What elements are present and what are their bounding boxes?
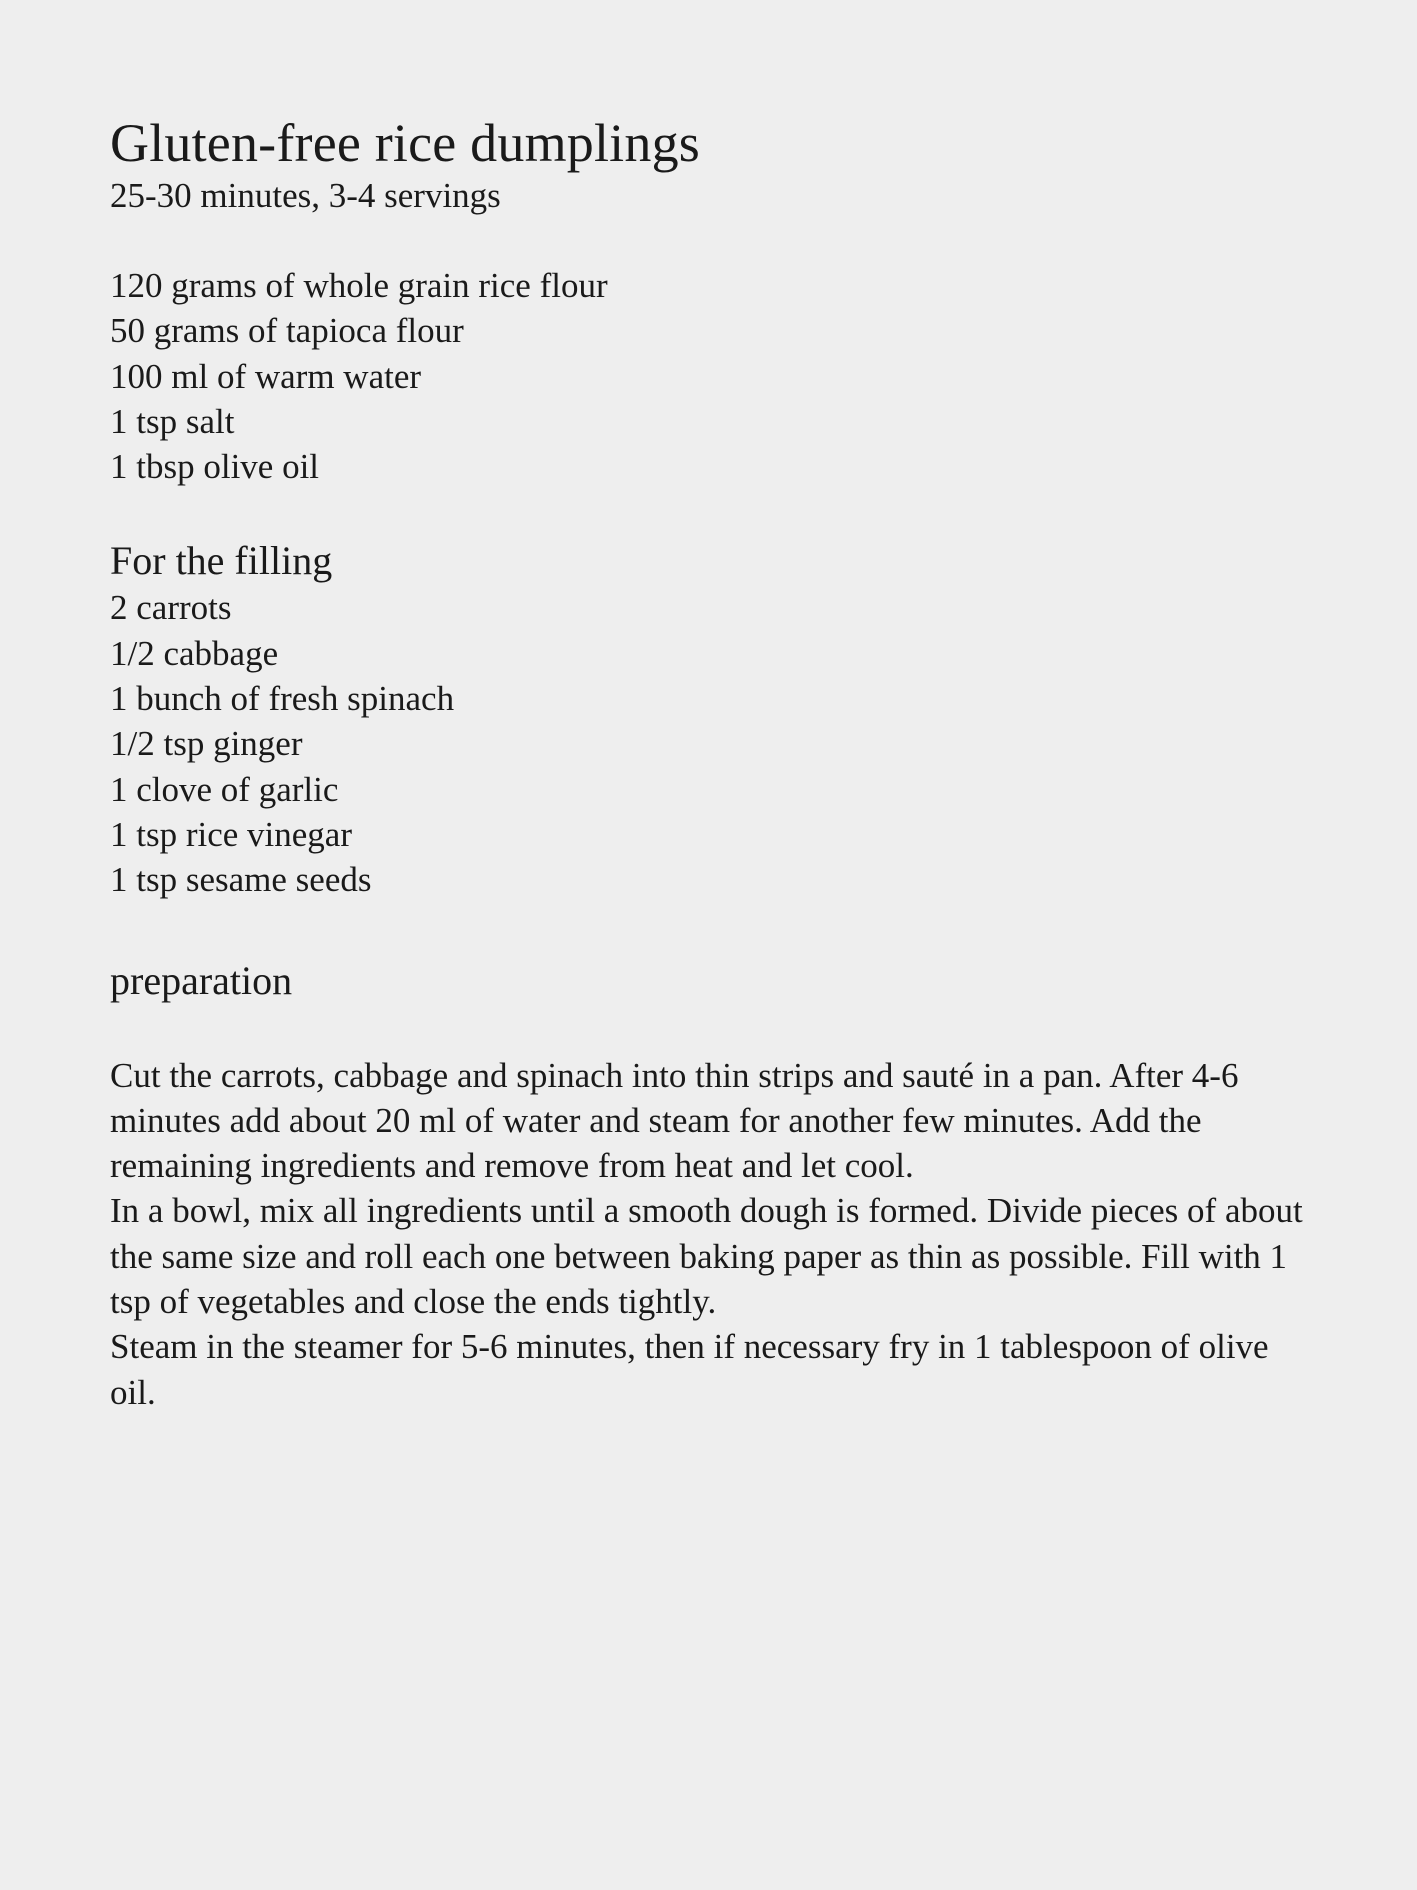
ingredient-item: 1 bunch of fresh spinach: [110, 679, 455, 719]
filling-heading: For the filling: [110, 538, 333, 584]
preparation-step: In a bowl, mix all ingredients until a smooth dough is formed. Divide pieces of about the same size and roll each one between baking paper as thin as possible. Fill with 1 tsp of vegetables and close the ends tightly.: [110, 1191, 1303, 1322]
ingredient-item: 1 clove of garlic: [110, 769, 339, 809]
ingredient-item: 1 tbsp olive oil: [110, 447, 320, 487]
ingredient-item: 1 tsp salt: [110, 401, 235, 441]
ingredient-item: 100 ml of warm water: [110, 356, 422, 396]
ingredient-item: 2 carrots: [110, 588, 232, 628]
ingredient-item: 1 tsp sesame seeds: [110, 860, 372, 900]
preparation-body: [110, 1053, 1310, 1415]
ingredient-item: 120 grams of whole grain rice flour: [110, 266, 608, 305]
preparation-step: Steam in the steamer for 5-6 minutes, then if necessary fry in 1 tablespoon of olive oil.: [110, 1327, 1269, 1412]
preparation-step: Cut the carrots, cabbage and spinach into thin strips and sauté in a pan. After 4-6 minutes add about 20 ml of water and steam for another few minutes. Add the remaining ingredients and remove from heat and let cool.: [110, 1055, 1239, 1186]
base-ingredient-list: [110, 263, 1310, 489]
recipe-meta: 25-30 minutes, 3-4 servings: [110, 176, 501, 215]
ingredient-item: 50 grams of tapioca flour: [110, 311, 464, 351]
ingredient-item: 1/2 tsp ginger: [110, 724, 303, 764]
ingredient-item: 1 tsp rice vinegar: [110, 814, 352, 854]
ingredient-item: 1/2 cabbage: [110, 633, 279, 673]
recipe-page: [110, 112, 1310, 1415]
filling-ingredient-list: [110, 585, 1310, 902]
recipe-title: Gluten-free rice dumplings: [110, 113, 700, 173]
preparation-heading: preparation: [110, 957, 293, 1003]
